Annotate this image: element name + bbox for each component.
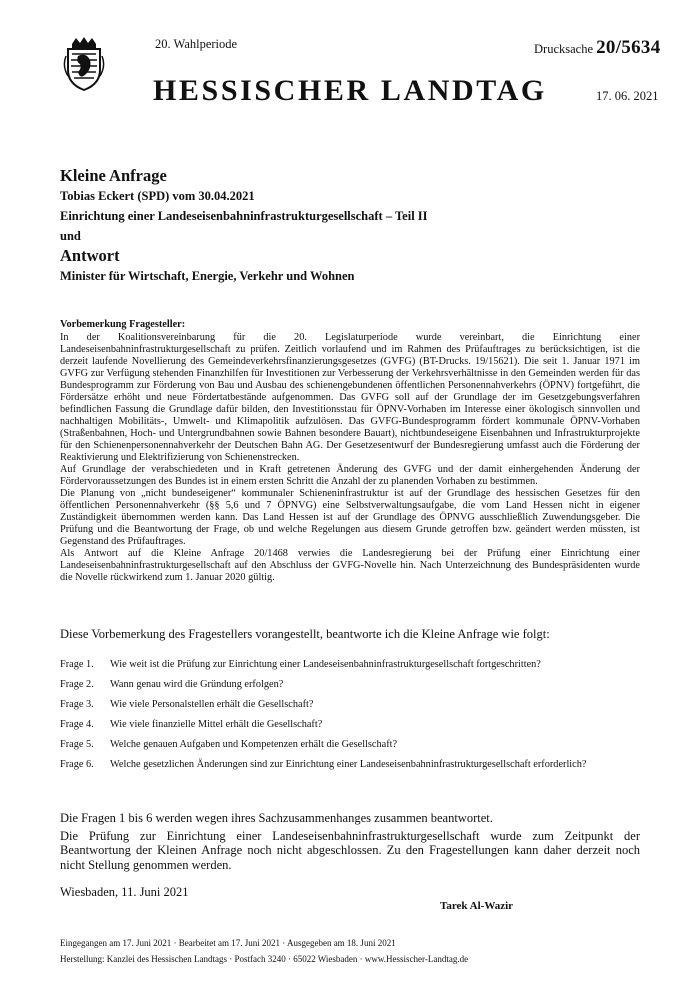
conjunction: und: [60, 229, 81, 243]
answer-intro: Diese Vorbemerkung des Fragestellers vorangestellt, beantworte ich die Kleine Anfrage wie folgt:: [60, 627, 550, 641]
document-number: [534, 37, 661, 59]
question-text: Wie viele Personalstellen erhält die Gesellschaft?: [110, 699, 314, 710]
answer-heading: Antwort: [60, 246, 120, 265]
answering-minister: Minister für Wirtschaft, Energie, Verkehr und Wohnen: [60, 269, 355, 283]
document-number-value: 20/5634: [596, 37, 661, 58]
footer-processing-dates: Eingegangen am 17. Juni 2021 · Bearbeitet am 17. Juni 2021 · Ausgegeben am 18. Juni 2021: [60, 938, 396, 948]
question-item: [60, 759, 640, 771]
legislative-period: 20. Wahlperiode: [155, 37, 238, 51]
inquiry-type: Kleine Anfrage: [60, 166, 167, 185]
document-number-label: Drucksache: [534, 42, 593, 56]
question-label: Frage 1.: [60, 659, 94, 670]
question-item: [60, 739, 640, 751]
question-item: [60, 699, 640, 711]
place-date: Wiesbaden, 11. Juni 2021: [60, 885, 189, 899]
question-item: [60, 679, 640, 691]
signer-name: Tarek Al-Wazir: [440, 900, 514, 912]
question-text: Welche genauen Aufgaben und Kompetenzen erhält die Gesellschaft?: [110, 739, 398, 750]
inquiry-author: Tobias Eckert (SPD) vom 30.04.2021: [60, 189, 255, 203]
question-text: Wann genau wird die Gründung erfolgen?: [110, 679, 284, 690]
parliament-title: HESSISCHER LANDTAG: [153, 74, 547, 107]
preliminary-remark-paragraph: Auf Grundlage der verabschiedeten und in Kraft getretenen Änderung des GVFG und der damit einhergehenden Änderung der Fördervoraussetzungen des Bundes ist in einem ersten Schritt die Anzahl der zu planenden Vorhaben zu bestimmen.: [60, 464, 640, 487]
question-label: Frage 3.: [60, 699, 94, 710]
footer-publisher: Herstellung: Kanzlei des Hessischen Landtags · Postfach 3240 · 65022 Wiesbaden · www.Hessischer-Landtag.de: [60, 954, 469, 964]
question-item: [60, 659, 640, 671]
hesse-coat-of-arms-icon: [62, 36, 106, 92]
question-text: Wie viele finanzielle Mittel erhält die Gesellschaft?: [110, 719, 323, 730]
question-label: Frage 6.: [60, 759, 94, 770]
preliminary-remark-paragraph: Die Planung von „nicht bundeseigener“ kommunaler Schieneninfrastruktur ist auf der Grundlage des hessischen Gesetzes für den öffentlichen Personennahverkehr (§§ 5,6 und 7 ÖPNVG) eine Selbstverwaltungsaufgabe, die vom Land Hessen nicht in eigener Zuständigkeit übernommen werden kann. Das Land Hessen ist auf der Grundlage des ÖPNVG ausschließlich Zuwendungsgeber. Die Prüfung und die Beantwortung der Frage, ob und welche Regelungen aus diesem Grunde getroffen bzw. geändert werden müssten, ist Gegenstand des Prüfauftrages.: [60, 488, 640, 547]
preliminary-remark-paragraph: Als Antwort auf die Kleine Anfrage 20/1468 verwies die Landesregierung bei der Prüfung einer Einrichtung einer Landeseisenbahninfrastrukturgesellschaft auf den Abschluss der GVFG-Novelle hin. Nach Unterzeichnung des Bundespräsidenten wurde die Novelle rückwirkend zum 1. Januar 2020 gültig.: [60, 548, 640, 583]
answer-paragraph: Die Fragen 1 bis 6 werden wegen ihres Sachzusammenhanges zusammen beantwortet.: [60, 811, 493, 825]
answer-text: [60, 811, 640, 875]
title-block: [60, 166, 640, 286]
inquiry-subject: Einrichtung einer Landeseisenbahninfrastrukturgesellschaft – Teil II: [60, 209, 428, 223]
question-label: Frage 4.: [60, 719, 94, 730]
question-label: Frage 2.: [60, 679, 94, 690]
answer-paragraph: Die Prüfung zur Einrichtung einer Landeseisenbahninfrastrukturgesellschaft wurde zum Zeitpunkt der Beantwortung der Kleinen Anfrage noch nicht abgeschlossen. Zu den Fragestellungen kann daher derzeit noch nicht Stellung genommen werden.: [60, 828, 640, 872]
question-text: Welche gesetzlichen Änderungen sind zur Einrichtung einer Landeseisenbahninfrastrukturgesellschaft erforderlich?: [110, 759, 587, 770]
preliminary-remark-title: Vorbemerkung Fragesteller:: [60, 319, 186, 330]
preliminary-remark: [60, 319, 640, 584]
question-text: Wie weit ist die Prüfung zur Einrichtung einer Landeseisenbahninfrastrukturgesellschaft fortgeschritten?: [110, 659, 541, 670]
question-list: [60, 659, 640, 779]
preliminary-remark-paragraph: In der Koalitionsvereinbarung für die 20. Legislaturperiode wurde vereinbart, die Einrichtung einer Landeseisenbahninfrastrukturgesellschaft zu prüfen. Zeitlich vorlaufend und im Rahmen des Prüfauftrages zu berücksichtigen, ist die derzeit laufende Novellierung des Gemeindeverkehrsfinanzierungsgesetzes (GVFG) (BT-Drucks. 19/15621). Die seit 1. Januar 1971 im GVFG zur Verfügung stehenden Finanzhilfen für Investitionen zur Verbesserung der Verkehrsverhältnisse in den Gemeinden werden für das Bundesprogramm zur Förderung von Bau und Ausbau des schienengebundenen öffentlichen Personennahverkehrs (ÖPNV) fortgeführt, die Fördersätze erhöht und neue Fördertatbestände aufgenommen. Das GVFG soll auf der Grundlage der im Gesetzgebungsverfahren befindlichen Fassung die Grundlage dafür bilden, den Investitionsstau für ÖPNV-Vorhaben im Interesse einer ökologisch sinnvollen und nachhaltigen Mobilitäts-, Umwelt- und Klimapolitik aufzulösen. Das GVFG-Bundesprogramm fördert kommunale ÖPNV-Vorhaben (Straßenbahnen, Hoch- und Untergrundbahnen sowie Bahnen besondere Bauart), nichtbundeseigene Eisenbahnen und Infrastrukturprojekte für den Schienenpersonennahverkehr der Deutschen Bahn AG. Der Gesetzesentwurf der Bundesregierung umfasst auch die Förderung der Reaktivierung und Elektrifizierung von Schienenstrecken.: [60, 332, 640, 463]
document-footer: [60, 935, 468, 967]
question-label: Frage 5.: [60, 739, 94, 750]
question-item: [60, 719, 640, 731]
document-date: 17. 06. 2021: [596, 89, 659, 103]
